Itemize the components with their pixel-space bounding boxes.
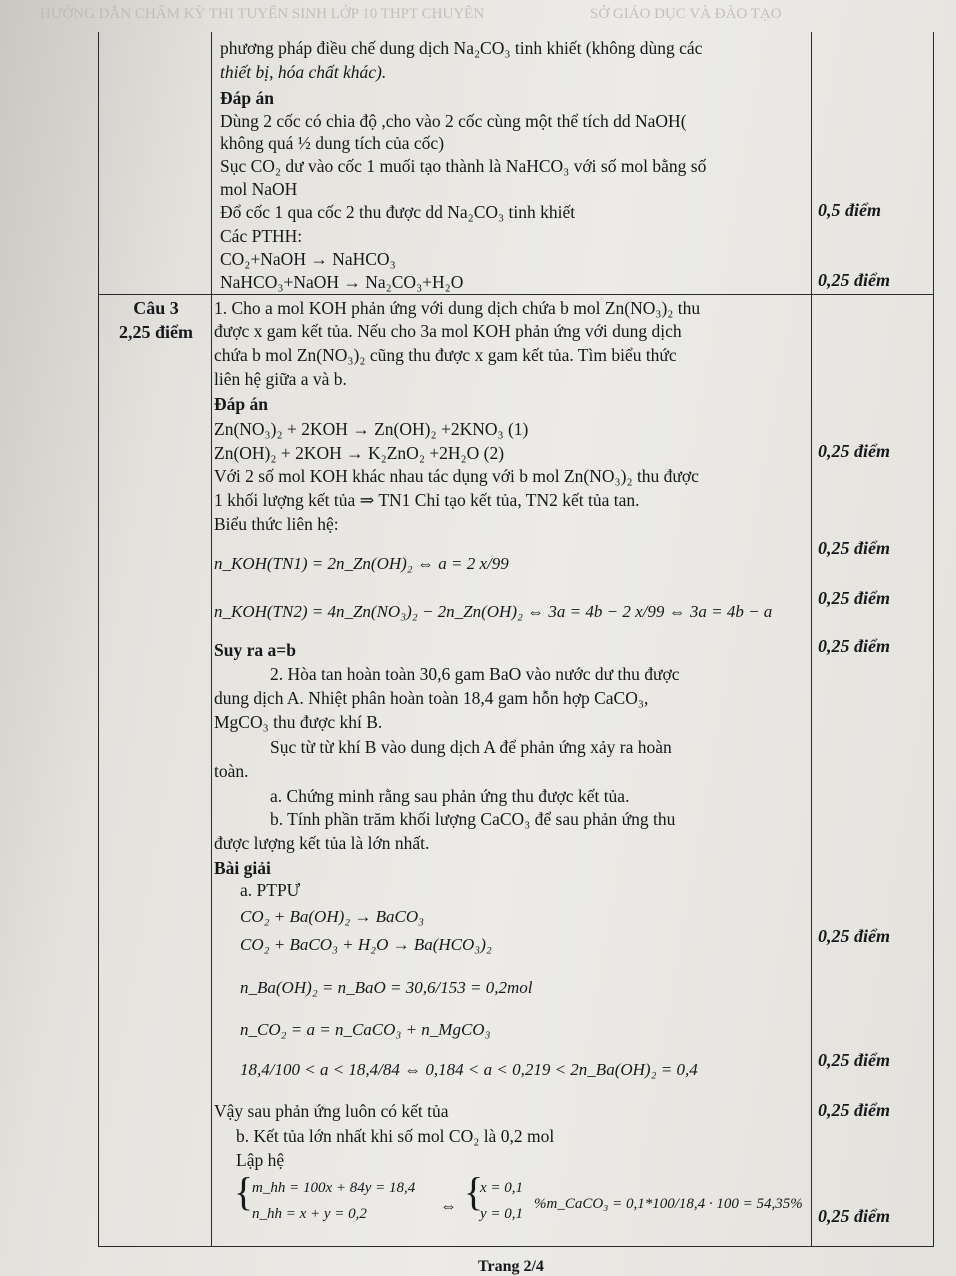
q3-solution-a: a. PTPƯ bbox=[240, 880, 301, 900]
q3-system-heading: Lập hệ bbox=[236, 1150, 285, 1170]
q3-system-eq-1: m_hh = 100x + 84y = 18,4 bbox=[252, 1180, 416, 1196]
q3-solution-x: x = 0,1 bbox=[480, 1180, 524, 1196]
q3-score-4: 0,25 điểm bbox=[818, 636, 890, 656]
column-divider-2 bbox=[811, 32, 812, 1246]
q2-equation-2: NaHCO₃+NaOH → Na₂CO₃+H₂O bbox=[220, 272, 464, 292]
left-brace-icon: { bbox=[234, 1169, 254, 1214]
q3-p2-part-b-line-2: được lượng kết tủa là lớn nhất. bbox=[214, 833, 430, 853]
q3-score-1: 0,25 điểm bbox=[818, 441, 890, 461]
q3-moles-baoh2: n_Ba(OH)₂ = n_BaO = 30,6/153 = 0,2mol bbox=[240, 978, 533, 997]
q3-p1-line-4: liên hệ giữa a và b. bbox=[214, 369, 347, 389]
q3-answer-heading: Đáp án bbox=[214, 394, 268, 414]
q3-explanation-2: 1 khối lượng kết tủa ⇒ TN1 Chỉ tạo kết tủa, TN2 kết tủa tan. bbox=[214, 490, 640, 510]
q3-score-6: 0,25 điểm bbox=[818, 1050, 890, 1070]
q2-answer-line-3: Sục CO₂ dư vào cốc 1 muối tạo thành là NaHCO₃ với số mol bằng số bbox=[220, 156, 707, 176]
q3-reaction-2: CO₂ + BaCO₃ + H₂O → Ba(HCO₃)₂ bbox=[240, 935, 492, 954]
q3-percent-caco3: %m_CaCO₃ = 0,1*100/18,4 · 100 = 54,35% bbox=[534, 1196, 803, 1212]
left-brace-icon-2: { bbox=[464, 1169, 484, 1214]
row-divider bbox=[99, 294, 933, 295]
q3-inequality: 18,4/100 < a < 18,4/84 ⇔ 0,184 < a < 0,219 < 2n_Ba(OH)₂ = 0,4 bbox=[240, 1060, 698, 1079]
q3-score-8: 0,25 điểm bbox=[818, 1206, 890, 1226]
q2-answer-heading: Đáp án bbox=[220, 88, 274, 108]
q2-answer-line-2: không quá ½ dung tích của cốc) bbox=[220, 133, 445, 153]
q3-explanation-1: Với 2 số mol KOH khác nhau tác dụng với b mol Zn(NO₃)₂ thu được bbox=[214, 466, 699, 486]
q3-label: Câu 3 bbox=[133, 298, 179, 318]
q3-p2-line-1: 2. Hòa tan hoàn toàn 30,6 gam BaO vào nước dư thu được bbox=[270, 664, 680, 684]
q3-p1-line-3: chứa b mol Zn(NO₃)₂ cũng thu được x gam kết tủa. Tìm biểu thức bbox=[214, 345, 677, 365]
equivalence-icon: ⇔ bbox=[440, 1196, 457, 1215]
q3-p2-line-2: dung dịch A. Nhiệt phân hoàn toàn 18,4 gam hỗn hợp CaCO₃, bbox=[214, 688, 649, 708]
q3-score-5: 0,25 điểm bbox=[818, 926, 890, 946]
q3-always-precipitate: Vậy sau phản ứng luôn có kết tủa bbox=[214, 1101, 449, 1121]
q3-conclusion: Suy ra a=b bbox=[214, 640, 296, 660]
q3-solution-heading: Bài giải bbox=[214, 858, 271, 878]
q3-score-3: 0,25 điểm bbox=[818, 588, 890, 608]
q2-answer-line-4: mol NaOH bbox=[220, 179, 298, 199]
q2-answer-line-6: Các PTHH: bbox=[220, 226, 303, 246]
q2-answer-line-1: Dùng 2 cốc có chia độ ,cho vào 2 cốc cùng một thể tích dd NaOH( bbox=[220, 111, 687, 131]
q3-p2-line-4: Sục từ từ khí B vào dung dịch A để phản ứng xảy ra hoàn bbox=[270, 737, 672, 757]
q3-relation-heading: Biểu thức liên hệ: bbox=[214, 514, 339, 534]
q2-score-1: 0,5 điểm bbox=[818, 200, 881, 220]
q2-score-2: 0,25 điểm bbox=[818, 270, 890, 290]
q3-points: 2,25 điểm bbox=[119, 322, 193, 342]
q2-answer-line-5: Đổ cốc 1 qua cốc 2 thu được dd Na₂CO₃ tinh khiết bbox=[220, 202, 576, 222]
page-number: Trang 2/4 bbox=[478, 1258, 544, 1275]
q3-solution-b: b. Kết tủa lớn nhất khi số mol CO₂ là 0,2 mol bbox=[236, 1126, 555, 1146]
q3-solution-y: y = 0,1 bbox=[480, 1206, 524, 1222]
column-divider-1 bbox=[211, 32, 212, 1246]
q2-equation-1: CO₂+NaOH → NaHCO₃ bbox=[220, 249, 396, 269]
q3-formula-2: n_KOH(TN2) = 4n_Zn(NO₃)₂ − 2n_Zn(OH)₂ ⇔ 3a = 4b − 2 x/99 ⇔ 3a = 4b − a bbox=[214, 602, 773, 621]
q3-p2-line-5: toàn. bbox=[214, 761, 249, 781]
q3-p1-line-1: 1. Cho a mol KOH phản ứng với dung dịch chứa b mol Zn(NO₃)₂ thu bbox=[214, 298, 701, 318]
q3-score-7: 0,25 điểm bbox=[818, 1100, 890, 1120]
q3-equation-2: Zn(OH)₂ + 2KOH → K₂ZnO₂ +2H₂O (2) bbox=[214, 443, 505, 463]
q2-line-2: thiết bị, hóa chất khác). bbox=[220, 62, 387, 82]
ghost-header-left: HƯỚNG DẪN CHẤM KỲ THI TUYỂN SINH LỚP 10 THPT CHUYÊN bbox=[40, 6, 485, 22]
ghost-header-right: SỞ GIÁO DỤC VÀ ĐÀO TẠO bbox=[590, 6, 782, 22]
q3-formula-1: n_KOH(TN1) = 2n_Zn(OH)₂ ⇔ a = 2 x/99 bbox=[214, 554, 509, 573]
q3-p2-part-b-line-1: b. Tính phần trăm khối lượng CaCO₃ để sau phản ứng thu bbox=[270, 809, 676, 829]
q3-moles-co2: n_CO₂ = a = n_CaCO₃ + n_MgCO₃ bbox=[240, 1020, 491, 1039]
q3-p1-line-2: được x gam kết tủa. Nếu cho 3a mol KOH phản ứng với dung dịch bbox=[214, 321, 682, 341]
q3-system-eq-2: n_hh = x + y = 0,2 bbox=[252, 1206, 367, 1222]
q3-p2-line-3: MgCO₃ thu được khí B. bbox=[214, 712, 383, 732]
q3-score-2: 0,25 điểm bbox=[818, 538, 890, 558]
q3-p2-part-a: a. Chứng minh rằng sau phản ứng thu được kết tủa. bbox=[270, 786, 630, 806]
q2-line-1: phương pháp điều chế dung dịch Na₂CO₃ tinh khiết (không dùng các bbox=[220, 38, 703, 58]
q3-equation-1: Zn(NO₃)₂ + 2KOH → Zn(OH)₂ +2KNO₃ (1) bbox=[214, 419, 529, 439]
q3-reaction-1: CO₂ + Ba(OH)₂ → BaCO₃ bbox=[240, 907, 425, 926]
